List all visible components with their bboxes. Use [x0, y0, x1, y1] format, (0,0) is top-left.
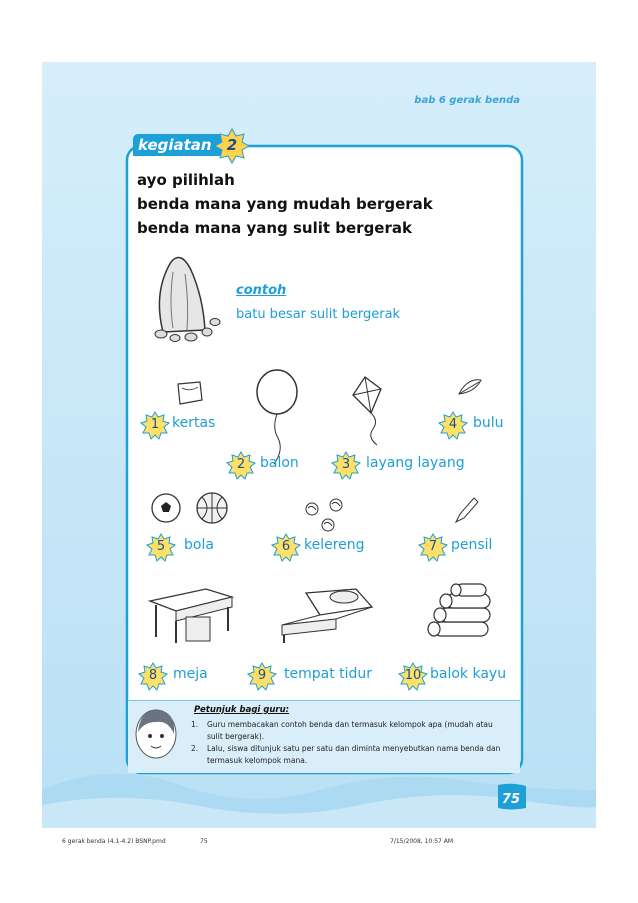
note-1-line-1: Guru membacakan contoh benda dan termasuk kelompok apa (mudah atau: [207, 720, 493, 729]
note-2-line-2: termasuk kelompok mana.: [207, 756, 308, 765]
item-label: kelereng: [304, 537, 365, 553]
item-number: 3: [341, 457, 351, 472]
example-label: contoh: [236, 283, 287, 298]
desk-illustration: [146, 585, 236, 647]
item-label: balok kayu: [430, 666, 507, 682]
note-2-line-1: Lalu, siswa ditunjuk satu per satu dan diminta menyebutkan nama benda dan: [207, 744, 501, 753]
item-number: 7: [428, 539, 438, 554]
item-label: layang layang: [366, 455, 465, 471]
item-number: 10: [404, 668, 422, 683]
pencil-illustration: [452, 494, 480, 526]
note-1-line-2: sulit bergerak).: [207, 732, 265, 741]
item-label: balon: [260, 455, 299, 471]
item-number: 9: [257, 668, 267, 683]
balls-illustration: [150, 490, 240, 526]
item-label: tempat tidur: [284, 666, 373, 682]
item-label: bola: [184, 537, 214, 553]
item-label: bulu: [473, 415, 504, 431]
kite-illustration: [345, 375, 395, 447]
marbles-illustration: [300, 496, 350, 536]
footer-page: 75: [200, 838, 208, 845]
item-number: 8: [148, 668, 158, 683]
bed-illustration: [276, 585, 376, 647]
paper-illustration: [172, 378, 208, 408]
logs-illustration: [420, 582, 500, 650]
activity-number: 2: [226, 136, 238, 154]
instruction-line-3: benda mana yang sulit bergerak: [137, 219, 412, 237]
item-number: 4: [448, 417, 458, 432]
item-label: kertas: [172, 415, 216, 431]
item-number: 5: [156, 539, 166, 554]
rock-illustration: [143, 252, 223, 344]
note-2-number: 2.: [191, 744, 199, 753]
item-number: 2: [236, 457, 246, 472]
footer-file: 6 gerak benda (4.1-4.2) BSNP.pmd: [62, 838, 166, 845]
example-text: batu besar sulit bergerak: [236, 307, 401, 322]
notes-title: Petunjuk bagi guru:: [194, 705, 290, 715]
teacher-avatar: [132, 704, 180, 762]
instruction-line-1: ayo pilihlah: [137, 171, 235, 189]
feather-illustration: [455, 376, 485, 398]
item-label: meja: [173, 666, 208, 682]
balloon-illustration: [252, 368, 302, 468]
note-1-number: 1.: [191, 720, 199, 729]
item-number: 1: [150, 417, 160, 432]
teacher-notes-box: [128, 700, 520, 773]
chapter-header: bab 6 gerak benda: [414, 95, 520, 106]
activity-label: kegiatan: [138, 136, 212, 154]
instruction-line-2: benda mana yang mudah bergerak: [137, 195, 433, 213]
item-label: pensil: [451, 537, 493, 553]
page-number: 75: [501, 792, 520, 807]
item-number: 6: [281, 539, 291, 554]
footer-datetime: 7/15/2008, 10:57 AM: [390, 838, 454, 845]
